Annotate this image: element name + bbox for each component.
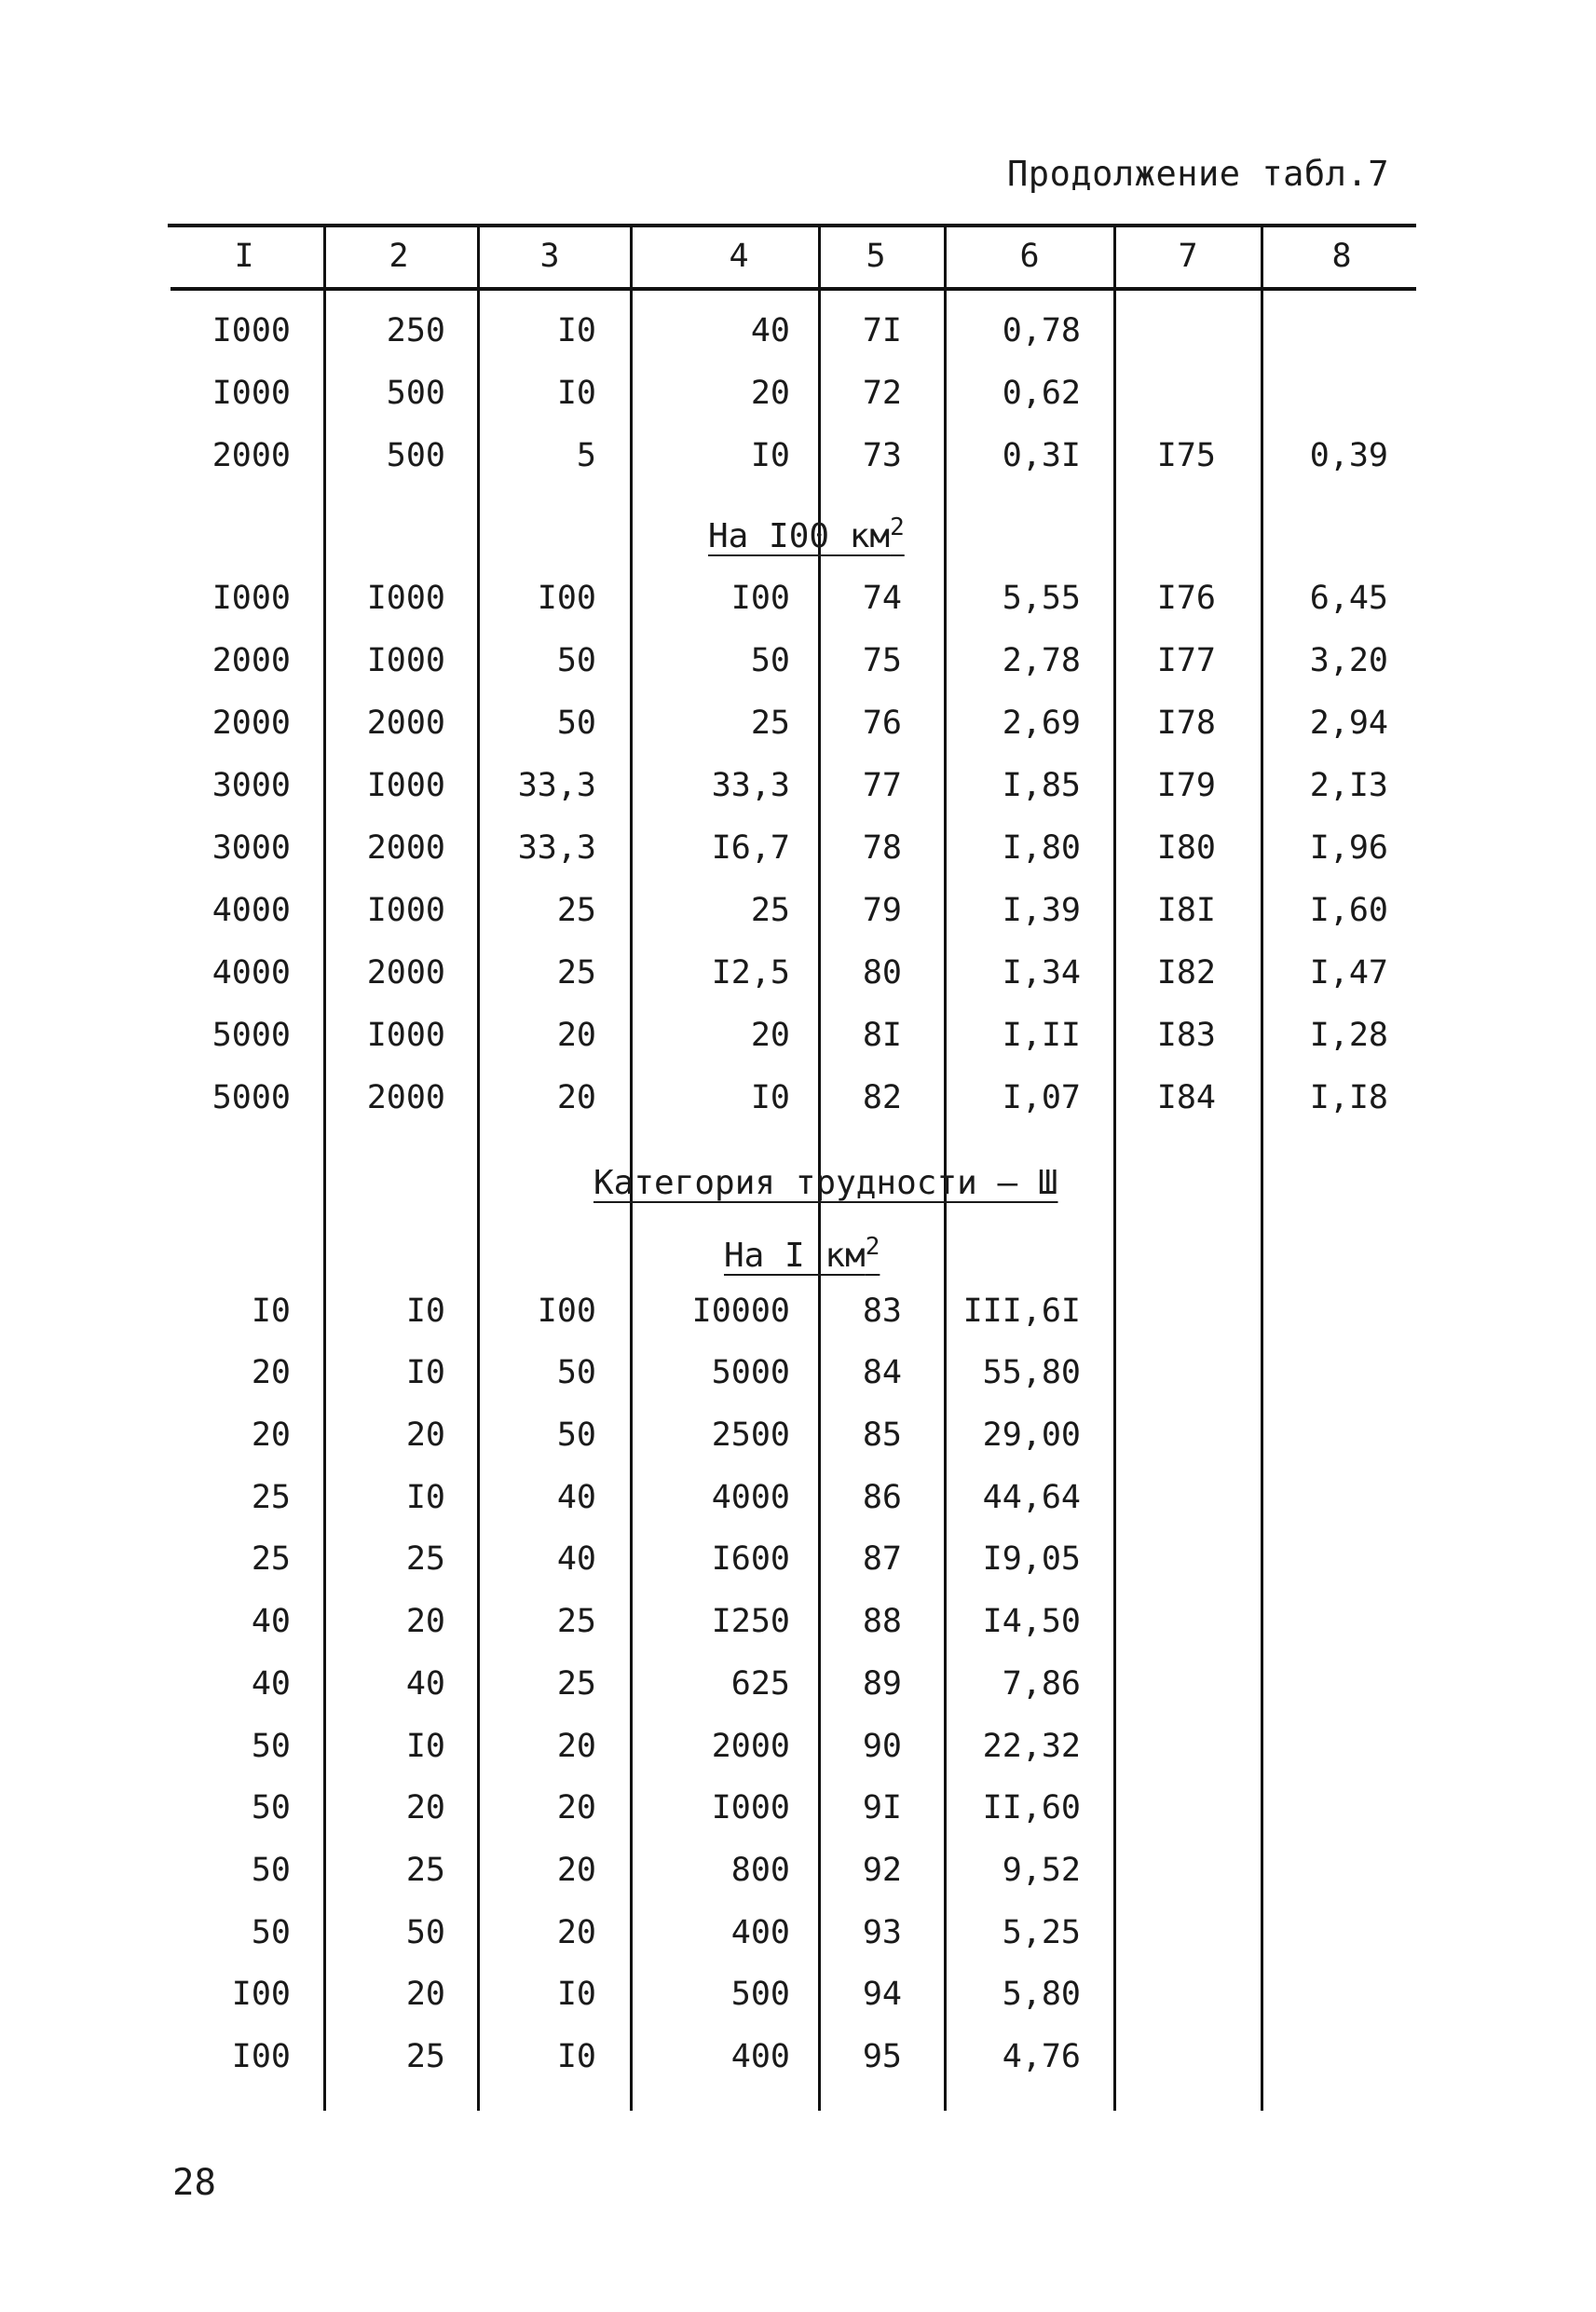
table-cell: I00 — [537, 1293, 596, 1330]
table-cell: 50 — [556, 642, 596, 679]
column-header: 7 — [1178, 238, 1198, 275]
table-cell: 22,32 — [982, 1728, 1081, 1765]
table-cell: 0,39 — [1309, 437, 1388, 474]
table-cell: I6,7 — [711, 829, 790, 867]
table-cell: 250 — [386, 312, 445, 349]
table-cell: I000 — [366, 642, 445, 679]
table-cell: I00 — [231, 2038, 291, 2075]
table-cell: 4,76 — [1002, 2038, 1081, 2075]
table-cell: I0 — [405, 1293, 445, 1330]
table-cell: 8I — [862, 1017, 902, 1054]
table-cell: 2,69 — [1002, 705, 1081, 742]
table-cell: 625 — [730, 1665, 790, 1703]
table-cell: I0 — [750, 437, 790, 474]
table-cell: 25 — [556, 892, 596, 929]
table-cell: I000 — [366, 1017, 445, 1054]
table-cell: I,07 — [1002, 1079, 1081, 1116]
table-cell: 500 — [386, 437, 445, 474]
table-cell: 40 — [556, 1479, 596, 1516]
column-divider — [1261, 224, 1263, 2111]
table-cell: 50 — [556, 705, 596, 742]
table-cell: I,60 — [1309, 892, 1388, 929]
table-cell: 25 — [405, 1540, 445, 1578]
table-cell: 33,3 — [711, 767, 790, 804]
table-cell: 86 — [862, 1479, 902, 1516]
table-cell: I0 — [750, 1079, 790, 1116]
table-cell: I0 — [556, 1976, 596, 2013]
table-cell: 92 — [862, 1852, 902, 1889]
table-cell: 2000 — [211, 437, 291, 474]
table-cell: 44,64 — [982, 1479, 1081, 1516]
table-cell: 20 — [556, 1789, 596, 1826]
table-cell: 20 — [405, 1976, 445, 2013]
table-cell: I000 — [211, 580, 291, 617]
table-cell: I84 — [1156, 1079, 1216, 1116]
table-cell: 6,45 — [1309, 580, 1388, 617]
table-cell: 800 — [730, 1852, 790, 1889]
table-cell: I76 — [1156, 580, 1216, 617]
table-cell: 40 — [405, 1665, 445, 1703]
section-heading-superscript: 2 — [890, 513, 905, 541]
table-cell: I000 — [366, 767, 445, 804]
table-cell: 20 — [750, 375, 790, 412]
table-cell: I78 — [1156, 705, 1216, 742]
table-cell: I,II — [1002, 1017, 1081, 1054]
table-cell: I0 — [556, 2038, 596, 2075]
table-cell: 25 — [556, 954, 596, 992]
table-cell: 2500 — [711, 1416, 790, 1454]
table-cell: 5000 — [211, 1079, 291, 1116]
table-cell: 25 — [556, 1665, 596, 1703]
section-heading-text: На I00 км — [708, 517, 891, 555]
table-cell: 25 — [251, 1540, 291, 1578]
column-header: 3 — [539, 238, 560, 275]
table-cell: 500 — [386, 375, 445, 412]
table-cell: 33,3 — [517, 829, 596, 867]
table-cell: 2,I3 — [1309, 767, 1388, 804]
table-cell: I,34 — [1002, 954, 1081, 992]
table-cell: 82 — [862, 1079, 902, 1116]
table-cell: 76 — [862, 705, 902, 742]
table-cell: 2000 — [211, 705, 291, 742]
table-cell: 33,3 — [517, 767, 596, 804]
table-cell: 77 — [862, 767, 902, 804]
table-cell: 50 — [251, 1728, 291, 1765]
table-cell: 74 — [862, 580, 902, 617]
table-cell: 50 — [251, 1914, 291, 1951]
table-cell: I000 — [211, 375, 291, 412]
table-cell: 2,78 — [1002, 642, 1081, 679]
table-cell: 2000 — [711, 1728, 790, 1765]
table-cell: 0,62 — [1002, 375, 1081, 412]
table-cell: I77 — [1156, 642, 1216, 679]
page-number: 28 — [172, 2162, 216, 2204]
table-cell: 20 — [556, 1914, 596, 1951]
table-cell: I,80 — [1002, 829, 1081, 867]
table-cell: 20 — [251, 1416, 291, 1454]
table-cell: 88 — [862, 1603, 902, 1640]
table-cell: I2,5 — [711, 954, 790, 992]
table-cell: I0 — [405, 1354, 445, 1391]
table-cell: 20 — [556, 1852, 596, 1889]
table-cell: 4000 — [711, 1479, 790, 1516]
section-heading — [593, 1157, 1058, 1210]
table-cell: I0 — [556, 375, 596, 412]
table-cell: 2000 — [366, 954, 445, 992]
table-header-rule — [171, 287, 1416, 291]
column-header: 6 — [1019, 238, 1040, 275]
table-cell: III,6I — [962, 1293, 1081, 1330]
column-header: 8 — [1331, 238, 1352, 275]
table-cell: 5,25 — [1002, 1914, 1081, 1951]
table-cell: 40 — [750, 312, 790, 349]
table-cell: 50 — [556, 1416, 596, 1454]
table-cell: I80 — [1156, 829, 1216, 867]
table-cell: 40 — [556, 1540, 596, 1578]
table-cell: I8I — [1156, 892, 1216, 929]
table-cell: 40 — [251, 1665, 291, 1703]
section-heading — [708, 501, 905, 554]
table-cell: 50 — [251, 1789, 291, 1826]
table-cell: 3,20 — [1309, 642, 1388, 679]
table-cell: 85 — [862, 1416, 902, 1454]
table-cell: 3000 — [211, 767, 291, 804]
table-cell: 5000 — [211, 1017, 291, 1054]
table-cell: I00 — [537, 580, 596, 617]
table-cell: 3000 — [211, 829, 291, 867]
table-cell: I82 — [1156, 954, 1216, 992]
table-cell: 25 — [750, 892, 790, 929]
table-cell: 94 — [862, 1976, 902, 2013]
table-cell: I0 — [556, 312, 596, 349]
table-cell: I000 — [211, 312, 291, 349]
table-cell: 2,94 — [1309, 705, 1388, 742]
column-divider — [1113, 224, 1116, 2111]
table-cell: 84 — [862, 1354, 902, 1391]
table-cell: I79 — [1156, 767, 1216, 804]
table-cell: 25 — [750, 705, 790, 742]
table-cell: 95 — [862, 2038, 902, 2075]
table-cell: 2000 — [366, 829, 445, 867]
table-cell: I,47 — [1309, 954, 1388, 992]
table-cell: I000 — [711, 1789, 790, 1826]
table-cell: 79 — [862, 892, 902, 929]
table-cell: 50 — [750, 642, 790, 679]
table-cell: 29,00 — [982, 1416, 1081, 1454]
table-cell: 5,80 — [1002, 1976, 1081, 2013]
table-cell: 2000 — [366, 1079, 445, 1116]
table-cell: 87 — [862, 1540, 902, 1578]
table-cell: 20 — [556, 1017, 596, 1054]
table-cell: 78 — [862, 829, 902, 867]
table-cell: I000 — [366, 580, 445, 617]
table-cell: 7I — [862, 312, 902, 349]
table-cell: 4000 — [211, 892, 291, 929]
table-cell: 20 — [556, 1079, 596, 1116]
table-cell: 2000 — [211, 642, 291, 679]
table-cell: 5,55 — [1002, 580, 1081, 617]
table-cell: I4,50 — [982, 1603, 1081, 1640]
table-cell: II,60 — [982, 1789, 1081, 1826]
table-cell: I600 — [711, 1540, 790, 1578]
table-cell: I00 — [730, 580, 790, 617]
table-cell: I0 — [405, 1479, 445, 1516]
table-cell: 20 — [251, 1354, 291, 1391]
table-cell: 2000 — [366, 705, 445, 742]
table-cell: 73 — [862, 437, 902, 474]
table-cell: I9,05 — [982, 1540, 1081, 1578]
column-header: I — [234, 238, 254, 275]
column-header: 4 — [729, 238, 749, 275]
table-cell: 5000 — [711, 1354, 790, 1391]
table-cell: 50 — [251, 1852, 291, 1889]
table-cell: 75 — [862, 642, 902, 679]
column-header: 2 — [389, 238, 409, 275]
table-cell: 83 — [862, 1293, 902, 1330]
table-cell: 0,3I — [1002, 437, 1081, 474]
table-cell: 89 — [862, 1665, 902, 1703]
table-cell: I,85 — [1002, 767, 1081, 804]
table-cell: 55,80 — [982, 1354, 1081, 1391]
table-cell: 50 — [556, 1354, 596, 1391]
section-heading-text: Категория трудности – Ш — [593, 1164, 1058, 1202]
table-cell: 20 — [405, 1416, 445, 1454]
column-header: 5 — [866, 238, 886, 275]
table-cell: I,96 — [1309, 829, 1388, 867]
table-cell: 20 — [405, 1789, 445, 1826]
table-cell: 72 — [862, 375, 902, 412]
table-cell: 9I — [862, 1789, 902, 1826]
table-cell: 80 — [862, 954, 902, 992]
table-cell: 5 — [576, 437, 596, 474]
table-cell: 25 — [251, 1479, 291, 1516]
table-cell: 500 — [730, 1976, 790, 2013]
table-cell: 400 — [730, 2038, 790, 2075]
table-cell: 7,86 — [1002, 1665, 1081, 1703]
table-cell: I0 — [251, 1293, 291, 1330]
table-cell: 40 — [251, 1603, 291, 1640]
table-cell: I0000 — [691, 1293, 790, 1330]
table-caption: Продолжение табл.7 — [1007, 154, 1389, 194]
table-cell: I83 — [1156, 1017, 1216, 1054]
section-subheading-text: На I км — [724, 1237, 866, 1275]
table-cell: 9,52 — [1002, 1852, 1081, 1889]
table-cell: I000 — [366, 892, 445, 929]
table-cell: 93 — [862, 1914, 902, 1951]
table-cell: I,28 — [1309, 1017, 1388, 1054]
table-cell: I,39 — [1002, 892, 1081, 929]
table-cell: 25 — [405, 2038, 445, 2075]
table-top-rule — [168, 224, 1416, 227]
section-subheading — [724, 1221, 880, 1273]
table-cell: I00 — [231, 1976, 291, 2013]
table-cell: 25 — [556, 1603, 596, 1640]
table-cell: 0,78 — [1002, 312, 1081, 349]
table-cell: I250 — [711, 1603, 790, 1640]
table-cell: 20 — [750, 1017, 790, 1054]
table-cell: I,I8 — [1309, 1079, 1388, 1116]
table-cell: I75 — [1156, 437, 1216, 474]
table-cell: 400 — [730, 1914, 790, 1951]
table-cell: 25 — [405, 1852, 445, 1889]
table-cell: 20 — [405, 1603, 445, 1640]
table-cell: 90 — [862, 1728, 902, 1765]
section-subheading-superscript: 2 — [865, 1233, 880, 1261]
table-cell: I0 — [405, 1728, 445, 1765]
table-cell: 50 — [405, 1914, 445, 1951]
table-cell: 20 — [556, 1728, 596, 1765]
table-cell: 4000 — [211, 954, 291, 992]
